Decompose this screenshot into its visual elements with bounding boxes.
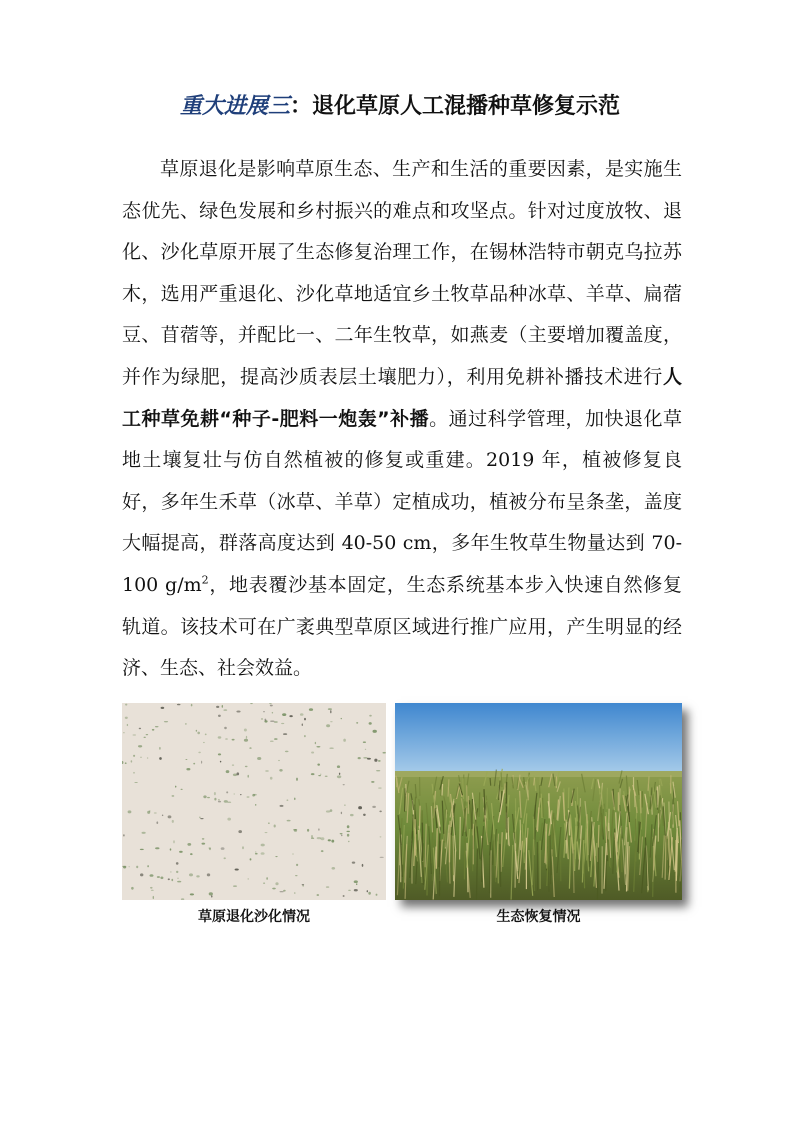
restored-grassland-image bbox=[395, 703, 682, 900]
superscript-2: 2 bbox=[201, 573, 209, 587]
body-paragraph bbox=[122, 149, 682, 690]
degraded-grassland-photo bbox=[122, 703, 386, 900]
paragraph-part-3: ，地表覆沙基本固定，生态系统基本步入快速自然修复轨道。该技术可在广袤典型草原区域进行推广应用，产生明显的经济、生态、社会效益。 bbox=[122, 573, 682, 680]
title-rest: ：退化草原人工混播种草修复示范 bbox=[290, 94, 621, 119]
paragraph-part-1: 草原退化是影响草原生态、生产和生活的重要因素，是实施生态优先、绿色发展和乡村振兴的难点和攻坚点。针对过度放牧、退化、沙化草原开展了生态修复治理工作，在锡林浩特市朝克乌拉苏木，选用严重退化、沙化草地适宜乡土牧草品种冰草、羊草、扁蓿豆、苜蓿等，并配比一、二年生牧草，如燕麦（主要增加覆盖度，并作为绿肥，提高沙质表层土壤肥力），利用免耕补播技术进行 bbox=[122, 158, 682, 388]
paragraph-part-2: 。通过科学管理，加快退化草地土壤复壮与仿自然植被的修复或重建。2019 年，植被修复良好，多年生禾草（冰草、羊草）定植成功，植被分布呈条垄，盖度大幅提高，群落高度达到 40-50 cm，多年生牧草生物量达到 70-100 g/m bbox=[122, 407, 682, 596]
restored-grassland-photo bbox=[395, 703, 682, 900]
degraded-grassland-image bbox=[122, 703, 386, 900]
caption-degraded: 草原退化沙化情况 bbox=[198, 909, 310, 925]
page-title bbox=[0, 92, 800, 122]
title-highlight: 重大进展三 bbox=[179, 94, 290, 119]
caption-restored: 生态恢复情况 bbox=[496, 909, 581, 925]
paragraph-bold-phrase: 人工种草免耕“种子-肥料一炮轰”补播 bbox=[122, 365, 682, 430]
